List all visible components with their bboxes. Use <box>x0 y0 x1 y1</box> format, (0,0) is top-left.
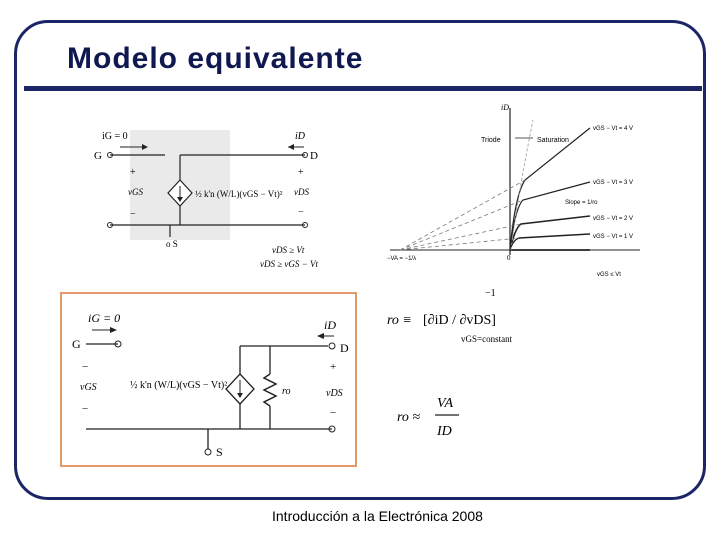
ro-approx-equation <box>395 385 515 445</box>
curve-label-2v: vGS − Vt = 2 V <box>593 216 634 222</box>
ig-arrow-icon <box>110 327 117 333</box>
id-arrow-icon <box>288 144 294 150</box>
curve-1v <box>510 234 590 250</box>
curve-label-3v: vGS − Vt = 3 V <box>593 180 634 186</box>
svg-text:−: − <box>130 209 136 220</box>
svg-text:+: + <box>330 361 337 373</box>
curve-label-4v: vGS − Vt = 4 V <box>593 126 634 132</box>
triode-label: Triode <box>481 137 501 144</box>
small-signal-model-box <box>60 292 357 467</box>
source-expression: ½ k'n (W/L)(vGS − Vt)² <box>130 380 228 391</box>
svg-text:−: − <box>330 407 337 419</box>
ig-label: iG = 0 <box>102 131 128 142</box>
ig-label: iG = 0 <box>88 311 121 325</box>
eq1-exponent: −1 <box>485 288 496 299</box>
svg-text:−: − <box>298 207 304 218</box>
saturation-circuit-diagram <box>90 125 350 275</box>
x-left-label: −VA = −1/λ <box>387 256 417 262</box>
source-expression: ½ k'n (W/L)(vGS − Vt)² <box>195 189 283 199</box>
eq2-numerator: VA <box>437 396 454 411</box>
vgs-label: vGS <box>128 187 143 197</box>
curve-2v <box>510 216 590 250</box>
y-axis-label: iD <box>501 103 509 112</box>
curve-3v <box>510 182 590 250</box>
eq1-subscript: vGS=constant <box>461 334 513 344</box>
output-characteristics-graph <box>385 100 650 285</box>
svg-text:+: + <box>298 167 304 178</box>
x-origin-label: 0 <box>507 254 511 262</box>
curve-4v <box>510 128 590 250</box>
slide-footer: Introducción a la Electrónica 2008 <box>272 508 483 524</box>
slide-title: Modelo equivalente <box>67 42 364 75</box>
id-label: iD <box>324 318 336 332</box>
svg-text:+: + <box>130 167 136 178</box>
curve-label-1v: vGS − Vt = 1 V <box>593 234 634 240</box>
ro-label: ro <box>282 386 291 397</box>
drain-label: D <box>340 341 349 355</box>
gate-label: G <box>94 150 102 162</box>
svg-text:−: − <box>82 361 89 373</box>
gate-label: G <box>72 337 81 351</box>
saturation-label: Saturation <box>537 137 569 144</box>
eq2-lhs: ro ≈ <box>397 410 421 425</box>
slope-label: Slope = 1/ro <box>565 200 598 206</box>
ro-definition-equation <box>385 282 560 352</box>
id-arrow-icon <box>317 333 324 339</box>
vgs-label: vGS <box>80 382 97 393</box>
eq2-denominator: ID <box>437 424 452 439</box>
svg-text:−: − <box>82 403 89 415</box>
drain-label: D <box>310 150 318 162</box>
ro-resistor <box>264 374 276 406</box>
source-label: S <box>216 445 223 459</box>
curve-label-cutoff: vGS ≤ Vt <box>597 272 621 278</box>
condition-1: vDS ≥ Vt <box>272 245 305 255</box>
eq1-lhs: ro ≡ <box>387 313 412 328</box>
id-label: iD <box>295 131 305 142</box>
vds-label: vDS <box>326 388 343 399</box>
source-label: o S <box>166 239 178 249</box>
eq1-rhs: [∂iD / ∂vDS] <box>423 313 496 328</box>
vds-label: vDS <box>294 187 309 197</box>
title-rule <box>24 86 702 91</box>
condition-2: vDS ≥ vGS − Vt <box>260 259 318 269</box>
